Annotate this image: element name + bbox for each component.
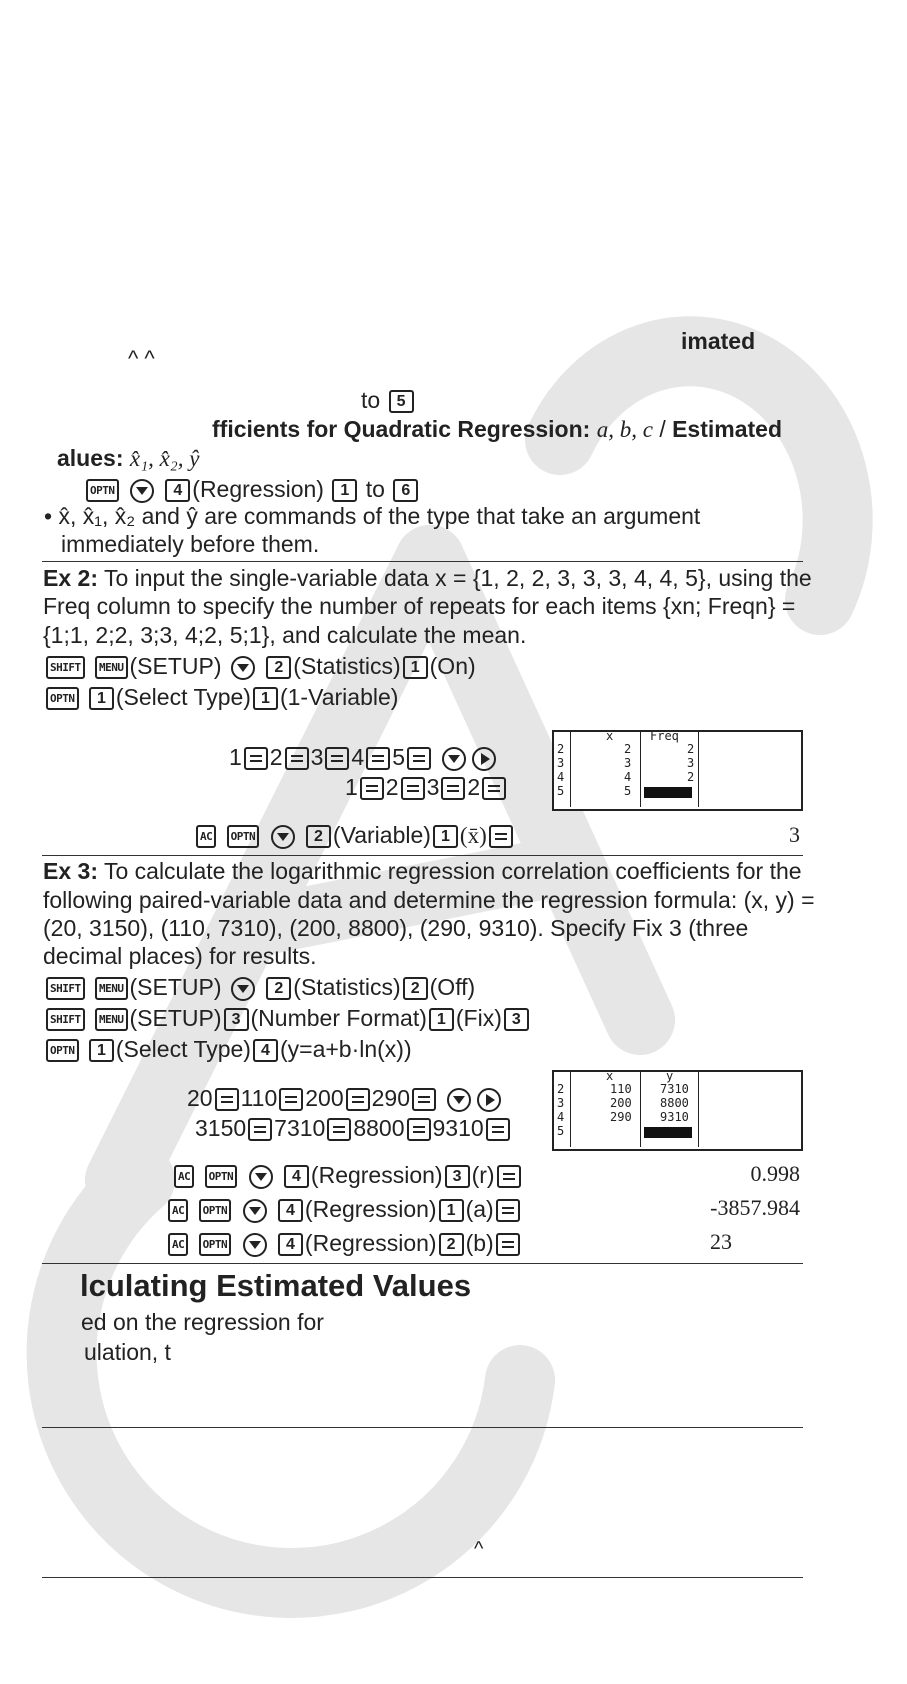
- digit: 2: [385, 774, 399, 800]
- freq-column: 2 3 2: [687, 742, 695, 784]
- key-4: 4: [165, 479, 190, 502]
- equals-key: [244, 747, 268, 770]
- value: 20: [187, 1085, 213, 1111]
- to-text: to: [365, 476, 385, 502]
- equals-key: [441, 777, 465, 800]
- value: 290: [371, 1085, 411, 1111]
- shift-key: SHIFT: [46, 656, 85, 679]
- key-3: 3: [445, 1165, 470, 1188]
- value: 9310: [432, 1115, 484, 1141]
- ex3-input2: [195, 1114, 512, 1142]
- ex3-calc-screen: [552, 1070, 803, 1151]
- divider: [42, 561, 803, 562]
- ex2-calc-screen: [552, 730, 803, 811]
- key-4: 4: [278, 1233, 303, 1256]
- regression-keys-line: [84, 475, 420, 503]
- r-result: 0.998: [750, 1161, 800, 1186]
- shift-key: SHIFT: [46, 1008, 85, 1031]
- ex3-step3: [44, 1035, 412, 1063]
- key-1: 1: [332, 479, 357, 502]
- fix-text: (Fix): [455, 1005, 502, 1031]
- equals-key: [327, 1118, 351, 1141]
- col-freq-header: Freq: [650, 729, 679, 743]
- number-format-text: (Number Format): [250, 1005, 427, 1031]
- optn-key: OPTN: [46, 687, 79, 710]
- optn-key: OPTN: [199, 1199, 232, 1222]
- ex2-text2: Freq column to specify the number of repeats for each items {xn; Freqn} =: [43, 593, 796, 619]
- menu-key: MENU: [95, 977, 128, 1000]
- down-arrow-icon: [243, 1233, 267, 1257]
- digit: 4: [351, 744, 365, 770]
- x-column: 110 200 290: [610, 1082, 632, 1124]
- fragment-imated: imated: [681, 328, 756, 354]
- value: 3150: [195, 1115, 247, 1141]
- divider: [42, 1427, 803, 1428]
- select-type-text: (Select Type): [115, 684, 251, 710]
- down-arrow-icon: [249, 1165, 273, 1189]
- key-2: 2: [266, 656, 291, 679]
- hat-marks: ^ ^: [128, 346, 155, 371]
- digit: 3: [310, 744, 324, 770]
- equals-key: [482, 777, 506, 800]
- coeff-sep: /: [659, 416, 666, 442]
- digit: 3: [426, 774, 440, 800]
- r-text: (r): [471, 1162, 495, 1188]
- key-1: 1: [89, 1039, 114, 1062]
- right-arrow-icon: [477, 1088, 501, 1112]
- regression-text: (Regression): [192, 476, 324, 502]
- off-text: (Off): [429, 974, 476, 1000]
- section-line1: ed on the regression for: [81, 1309, 324, 1335]
- optn-key: OPTN: [86, 479, 119, 502]
- a-text: (a): [465, 1196, 494, 1222]
- optn-key: OPTN: [199, 1233, 232, 1256]
- ac-key: AC: [196, 825, 216, 848]
- equals-key: [497, 1165, 521, 1188]
- value: 200: [305, 1085, 344, 1111]
- hat-mark: ^: [474, 1538, 484, 1560]
- statistics-text: (Statistics): [293, 974, 401, 1000]
- ex3-line1: [43, 857, 802, 885]
- ex3-text3: (20, 3150), (110, 7310), (200, 8800), (290, 9310). Specify Fix 3 (three: [43, 915, 749, 941]
- values-line: [57, 444, 200, 473]
- key-2: 2: [403, 977, 428, 1000]
- ex3-a-step: [166, 1195, 522, 1223]
- ex2-step2: [44, 683, 398, 711]
- down-arrow-icon: [442, 747, 466, 771]
- type-text: (y=a+b·ln(x)): [279, 1036, 412, 1062]
- ex3-text2: following paired-variable data and determine the regression formula: (x, y) =: [43, 887, 815, 913]
- ex3-label: Ex 3:: [43, 858, 98, 884]
- col-x-header: x: [606, 729, 614, 743]
- menu-key: MENU: [95, 1008, 128, 1031]
- key-6: 6: [393, 479, 418, 502]
- divider: [42, 1577, 803, 1578]
- digit: 1: [345, 774, 358, 800]
- equals-key: [412, 1088, 436, 1111]
- equals-key: [496, 1199, 520, 1222]
- col-y-header: y: [666, 1069, 674, 1083]
- ex3-b-step: [166, 1229, 522, 1257]
- ex2-text1: To input the single-variable data x = {1, 2, 2, 3, 3, 3, 4, 4, 5}, using the: [103, 565, 812, 591]
- down-arrow-icon: [243, 1199, 267, 1223]
- divider: [42, 1263, 803, 1264]
- to-text: to: [361, 387, 381, 413]
- values-label: alues:: [57, 445, 124, 471]
- y-column: 7310 8800 9310: [660, 1082, 689, 1124]
- key-2: 2: [266, 977, 291, 1000]
- x-column: 2 3 4 5: [624, 742, 632, 798]
- b-text: (b): [465, 1230, 494, 1256]
- ex2-mean-step: [194, 821, 515, 850]
- key-3: 3: [504, 1008, 529, 1031]
- regression-text: (Regression): [304, 1196, 437, 1222]
- equals-key: [360, 777, 384, 800]
- to-5-line: [361, 386, 416, 414]
- ex3-r-step: [172, 1161, 523, 1189]
- key-1: 1: [439, 1199, 464, 1222]
- setup-text: (SETUP): [129, 1005, 222, 1031]
- variable-text: (Variable): [332, 822, 431, 848]
- ex3-text1: To calculate the logarithmic regression correlation coefficients for the: [103, 858, 802, 884]
- equals-key: [346, 1088, 370, 1111]
- key-1: 1: [253, 687, 278, 710]
- regression-text: (Regression): [304, 1230, 437, 1256]
- cursor-cell: [644, 787, 692, 798]
- digit: 2: [467, 774, 481, 800]
- equals-key: [401, 777, 425, 800]
- equals-key: [285, 747, 309, 770]
- ex2-text3: {1;1, 2;2, 3;3, 4;2, 5;1}, and calculate the mean.: [43, 622, 527, 648]
- ex3-step2: [44, 1004, 531, 1032]
- down-arrow-icon: [231, 656, 255, 680]
- value: 110: [240, 1085, 278, 1111]
- equals-key: [486, 1118, 510, 1141]
- shift-key: SHIFT: [46, 977, 85, 1000]
- digit: 5: [392, 744, 405, 770]
- ac-key: AC: [168, 1199, 188, 1222]
- equals-key: [366, 747, 390, 770]
- bullet-note: • x̂, x̂₁, x̂₂ and ŷ are commands of the type that take an argument: [44, 503, 701, 529]
- bullet-text-1: x̂, x̂₁, x̂₂ and ŷ are commands of the type that take an argument: [58, 503, 701, 529]
- b-result: 23: [710, 1229, 732, 1254]
- ex2-mean-result: 3: [789, 822, 800, 847]
- key-4: 4: [284, 1165, 309, 1188]
- optn-key: OPTN: [227, 825, 260, 848]
- select-type-text: (Select Type): [115, 1036, 251, 1062]
- ex2-line1: [43, 564, 812, 592]
- setup-text: (SETUP): [129, 974, 222, 1000]
- coeff-estimated: Estimated: [672, 416, 783, 442]
- setup-text: (SETUP): [129, 653, 222, 679]
- key-1: 1: [89, 687, 114, 710]
- divider: [42, 855, 803, 856]
- equals-key: [325, 747, 349, 770]
- down-arrow-icon: [231, 977, 255, 1001]
- key-1: 1: [429, 1008, 454, 1031]
- right-arrow-icon: [472, 747, 496, 771]
- ex3-input1: [187, 1084, 504, 1112]
- statistics-text: (Statistics): [293, 653, 401, 679]
- values-vars: x̂₁, x̂₂, ŷ: [129, 446, 200, 471]
- ex3-text4: decimal places) for results.: [43, 943, 317, 969]
- col-x-header: x: [606, 1069, 614, 1083]
- section-line2: ulation, t: [84, 1339, 171, 1365]
- value: 7310: [274, 1115, 326, 1141]
- digit: 2: [269, 744, 283, 770]
- key-1: 1: [433, 825, 458, 848]
- equals-key: [407, 747, 431, 770]
- down-arrow-icon: [130, 479, 154, 503]
- ex2-label: Ex 2:: [43, 565, 98, 591]
- key-4: 4: [253, 1039, 278, 1062]
- key-2: 2: [306, 825, 331, 848]
- section-title: lculating Estimated Values: [80, 1268, 472, 1303]
- equals-key: [215, 1088, 239, 1111]
- on-text: (On): [429, 653, 476, 679]
- key-4: 4: [278, 1199, 303, 1222]
- one-variable-text: (1-Variable): [279, 684, 399, 710]
- equals-key: [279, 1088, 303, 1111]
- coeff-title: fficients for Quadratic Regression:: [212, 416, 591, 442]
- equals-key: [489, 825, 513, 848]
- ac-key: AC: [168, 1233, 188, 1256]
- ac-key: AC: [174, 1165, 194, 1188]
- key-2: 2: [439, 1233, 464, 1256]
- ex2-input1: [229, 743, 499, 771]
- ex2-input2: [345, 773, 508, 801]
- value: 8800: [353, 1115, 405, 1141]
- optn-key: OPTN: [205, 1165, 238, 1188]
- row-numbers: 2 3 4 5: [557, 742, 565, 798]
- cursor-cell: [644, 1127, 692, 1138]
- key-5: 5: [389, 390, 414, 413]
- menu-key: MENU: [95, 656, 128, 679]
- bullet-text-2: immediately before them.: [61, 531, 320, 557]
- digit: 1: [229, 744, 242, 770]
- ex3-step1: [44, 973, 475, 1001]
- a-result: -3857.984: [710, 1195, 800, 1220]
- regression-text: (Regression): [310, 1162, 443, 1188]
- xbar-text: (x̄): [459, 823, 487, 848]
- coeff-vars: a, b, c: [596, 417, 653, 442]
- optn-key: OPTN: [46, 1039, 79, 1062]
- ex2-step1: [44, 652, 476, 680]
- equals-key: [496, 1233, 520, 1256]
- key-3: 3: [224, 1008, 249, 1031]
- equals-key: [407, 1118, 431, 1141]
- equals-key: [248, 1118, 272, 1141]
- row-numbers: 2 3 4 5: [557, 1082, 565, 1138]
- coeff-title-line: [212, 415, 782, 444]
- down-arrow-icon: [447, 1088, 471, 1112]
- down-arrow-icon: [271, 825, 295, 849]
- key-1: 1: [403, 656, 428, 679]
